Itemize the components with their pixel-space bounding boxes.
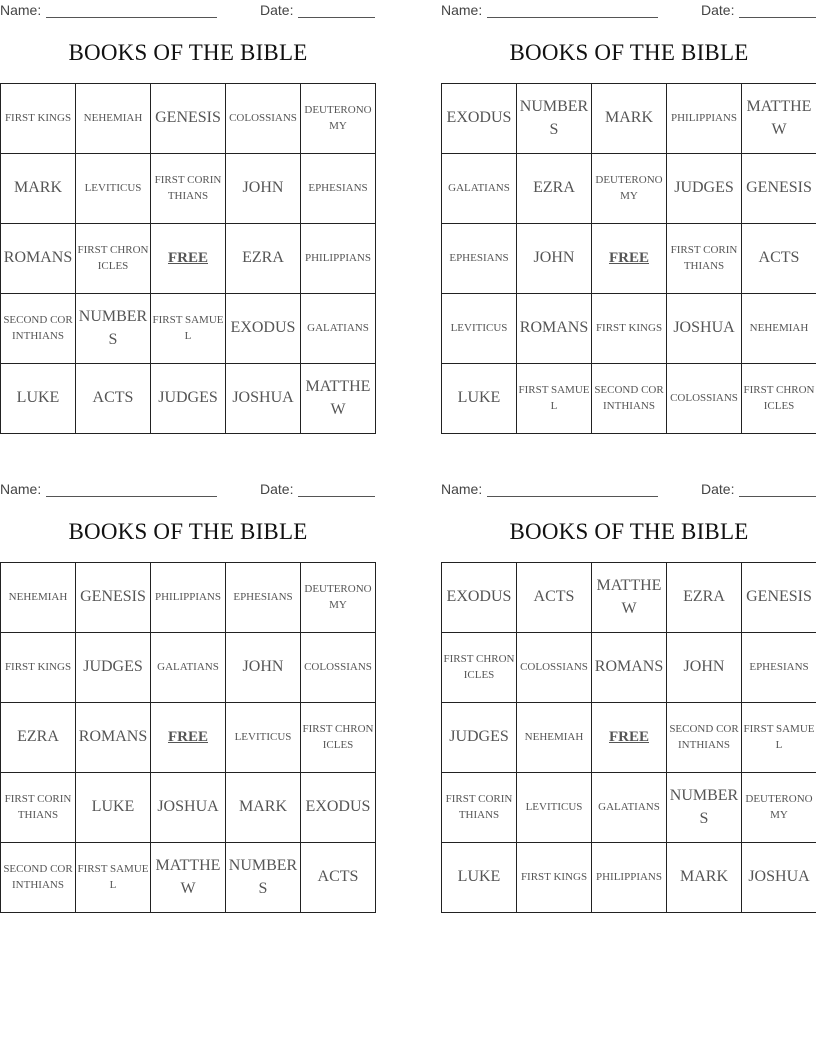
bingo-cell: SECOND CORINTHIANS: [592, 364, 667, 434]
bingo-cell: FIRST CHRONICLES: [742, 364, 816, 434]
name-blank: [487, 17, 658, 18]
card-title: BOOKS OF THE BIBLE: [68, 40, 308, 65]
bingo-cell: FIRST CORINTHIANS: [442, 773, 517, 843]
bingo-cell: COLOSSIANS: [667, 364, 742, 434]
bingo-cell: NUMBERS: [517, 84, 592, 154]
bingo-cell: EPHESIANS: [442, 224, 517, 294]
bingo-cell: EZRA: [517, 154, 592, 224]
bingo-cell: GALATIANS: [592, 773, 667, 843]
bingo-cell: LUKE: [76, 773, 151, 843]
bingo-cell: GALATIANS: [442, 154, 517, 224]
bingo-cell: MATTHEW: [742, 84, 816, 154]
free-space-cell: FREE: [151, 224, 226, 294]
bingo-cell: NUMBERS: [76, 294, 151, 364]
bingo-cell: JOHN: [667, 633, 742, 703]
bingo-cell: LUKE: [442, 843, 517, 913]
date-label: Date:: [260, 2, 294, 18]
bingo-cell: MARK: [592, 84, 667, 154]
card-title: BOOKS OF THE BIBLE: [509, 519, 749, 544]
bingo-cell: PHILIPPIANS: [151, 563, 226, 633]
bingo-cell: FIRST KINGS: [1, 84, 76, 154]
bingo-cell: NEHEMIAH: [76, 84, 151, 154]
date-blank: [298, 496, 375, 497]
bingo-cell: GENESIS: [76, 563, 151, 633]
bingo-cell: JUDGES: [442, 703, 517, 773]
bingo-cell: COLOSSIANS: [301, 633, 376, 703]
free-space-cell: FREE: [592, 703, 667, 773]
bingo-cell: GENESIS: [742, 154, 816, 224]
bingo-cell: EZRA: [667, 563, 742, 633]
bingo-cell: EXODUS: [442, 84, 517, 154]
bingo-cell: EPHESIANS: [226, 563, 301, 633]
bingo-cell: MARK: [226, 773, 301, 843]
bingo-cell: DEUTERONOMY: [592, 154, 667, 224]
date-label: Date:: [701, 481, 735, 497]
date-blank: [739, 17, 816, 18]
bingo-cell: DEUTERONOMY: [301, 563, 376, 633]
bingo-cell: JOHN: [517, 224, 592, 294]
name-blank: [487, 496, 658, 497]
bingo-cell: DEUTERONOMY: [742, 773, 816, 843]
bingo-cell: MATTHEW: [592, 563, 667, 633]
bingo-cell: MATTHEW: [151, 843, 226, 913]
card-header: [441, 479, 816, 501]
bingo-cell: PHILIPPIANS: [301, 224, 376, 294]
bingo-cell: FIRST SAMUEL: [76, 843, 151, 913]
name-label: Name:: [441, 2, 483, 18]
bingo-cell: FIRST CORINTHIANS: [667, 224, 742, 294]
name-blank: [46, 17, 217, 18]
bingo-cell: LEVITICUS: [226, 703, 301, 773]
bingo-cell: EXODUS: [301, 773, 376, 843]
bingo-cell: GENESIS: [742, 563, 816, 633]
bingo-cell: ACTS: [742, 224, 816, 294]
bingo-cell: NEHEMIAH: [517, 703, 592, 773]
bingo-cell: EPHESIANS: [742, 633, 816, 703]
bingo-cell: PHILIPPIANS: [592, 843, 667, 913]
bingo-cell: ACTS: [76, 364, 151, 434]
bingo-cell: JOSHUA: [742, 843, 816, 913]
bingo-cell: MARK: [1, 154, 76, 224]
bingo-cell: ROMANS: [1, 224, 76, 294]
card-title: BOOKS OF THE BIBLE: [509, 40, 749, 65]
bingo-cell: JOSHUA: [667, 294, 742, 364]
bingo-cell: EXODUS: [442, 563, 517, 633]
bingo-cell: LUKE: [1, 364, 76, 434]
free-space-cell: FREE: [151, 703, 226, 773]
name-label: Name:: [0, 2, 42, 18]
bingo-cell: FIRST CHRONICLES: [301, 703, 376, 773]
name-blank: [46, 496, 217, 497]
bingo-cell: MATTHEW: [301, 364, 376, 434]
bingo-cell: FIRST CHRONICLES: [442, 633, 517, 703]
card-header: [0, 0, 376, 22]
bingo-grid: [441, 83, 816, 434]
bingo-cell: NEHEMIAH: [742, 294, 816, 364]
card-header: [0, 479, 376, 501]
bingo-cell: JUDGES: [151, 364, 226, 434]
bingo-cell: DEUTERONOMY: [301, 84, 376, 154]
bingo-grid: [0, 83, 376, 434]
bingo-cell: MARK: [667, 843, 742, 913]
bingo-cell: GENESIS: [151, 84, 226, 154]
bingo-cell: COLOSSIANS: [517, 633, 592, 703]
date-blank: [739, 496, 816, 497]
bingo-cell: ACTS: [517, 563, 592, 633]
bingo-cell: LEVITICUS: [76, 154, 151, 224]
bingo-cell: COLOSSIANS: [226, 84, 301, 154]
bingo-cell: LUKE: [442, 364, 517, 434]
card-header: [441, 0, 816, 22]
bingo-cell: JOHN: [226, 154, 301, 224]
bingo-cell: ROMANS: [76, 703, 151, 773]
bingo-cell: FIRST SAMUEL: [151, 294, 226, 364]
name-label: Name:: [0, 481, 42, 497]
name-label: Name:: [441, 481, 483, 497]
bingo-cell: ACTS: [301, 843, 376, 913]
bingo-cell: EXODUS: [226, 294, 301, 364]
bingo-cell: FIRST CHRONICLES: [76, 224, 151, 294]
bingo-cell: PHILIPPIANS: [667, 84, 742, 154]
bingo-cell: SECOND CORINTHIANS: [1, 294, 76, 364]
bingo-cell: JUDGES: [76, 633, 151, 703]
bingo-cell: FIRST KINGS: [592, 294, 667, 364]
date-label: Date:: [260, 481, 294, 497]
card-title: BOOKS OF THE BIBLE: [68, 519, 308, 544]
bingo-cell: ROMANS: [517, 294, 592, 364]
bingo-cell: FIRST CORINTHIANS: [151, 154, 226, 224]
date-blank: [298, 17, 375, 18]
bingo-cell: NUMBERS: [226, 843, 301, 913]
bingo-cell: EZRA: [226, 224, 301, 294]
bingo-cell: GALATIANS: [301, 294, 376, 364]
bingo-cell: NEHEMIAH: [1, 563, 76, 633]
bingo-cell: SECOND CORINTHIANS: [1, 843, 76, 913]
bingo-cell: FIRST KINGS: [517, 843, 592, 913]
bingo-cell: FIRST CORINTHIANS: [1, 773, 76, 843]
bingo-cell: FIRST KINGS: [1, 633, 76, 703]
bingo-cell: NUMBERS: [667, 773, 742, 843]
bingo-cell: JUDGES: [667, 154, 742, 224]
free-space-cell: FREE: [592, 224, 667, 294]
bingo-cell: JOSHUA: [226, 364, 301, 434]
bingo-cell: LEVITICUS: [442, 294, 517, 364]
bingo-cell: GALATIANS: [151, 633, 226, 703]
bingo-cell: FIRST SAMUEL: [742, 703, 816, 773]
bingo-cell: EZRA: [1, 703, 76, 773]
bingo-cell: LEVITICUS: [517, 773, 592, 843]
bingo-grid: [0, 562, 376, 913]
bingo-cell: JOSHUA: [151, 773, 226, 843]
date-label: Date:: [701, 2, 735, 18]
bingo-cell: SECOND CORINTHIANS: [667, 703, 742, 773]
bingo-grid: [441, 562, 816, 913]
bingo-cell: JOHN: [226, 633, 301, 703]
bingo-cell: EPHESIANS: [301, 154, 376, 224]
bingo-cell: FIRST SAMUEL: [517, 364, 592, 434]
bingo-cell: ROMANS: [592, 633, 667, 703]
